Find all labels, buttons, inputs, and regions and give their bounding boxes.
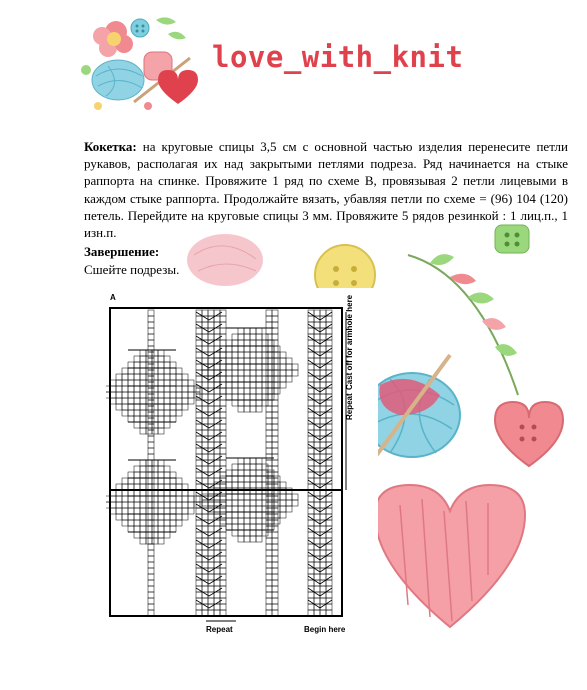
- yoke-text: на круговые спицы 3,5 см с основной частью изделия перенесите петли рукавов, располагая их над закрытыми петлями подреза. Ряд начинается на стыке раппорта на спинке. Провяжите 1 ряд по схеме В, провязывая 2 петли лицевыми в каждом стыке раппорта. Продолжайте вязать, убавляя петли по схеме = (96) 104 (120) петель. Перейдите на круговые спицы 3 мм. Провяжите 5 рядов резинкой : 1 лиц.п., 1 изн.п.: [84, 139, 568, 241]
- knitting-chart: [106, 288, 378, 638]
- cast-off-label: Cast off for armhole here: [345, 294, 354, 390]
- heart-icon: [495, 402, 563, 466]
- finish-text: Сшейте подрезы.: [84, 262, 183, 278]
- side-repeat-label: Repeat: [345, 393, 354, 420]
- finish-heading: Завершение:: [84, 244, 160, 259]
- chart-label: A: [110, 293, 116, 302]
- bottom-repeat-label: Repeat: [206, 625, 233, 634]
- heart-icon: [158, 70, 198, 104]
- brand-title: love_with_knit: [212, 40, 464, 74]
- yarn-ball-icon: [92, 60, 144, 100]
- button-icon: [131, 19, 149, 37]
- knitted-heart-icon: [375, 485, 525, 627]
- yoke-paragraph: [84, 138, 568, 241]
- yarn-ball-icon: [187, 234, 263, 286]
- flower-icon: [93, 21, 133, 57]
- logo-illustration: [78, 10, 203, 115]
- begin-label: Begin here: [304, 625, 346, 634]
- yoke-heading: Кокетка:: [84, 139, 137, 154]
